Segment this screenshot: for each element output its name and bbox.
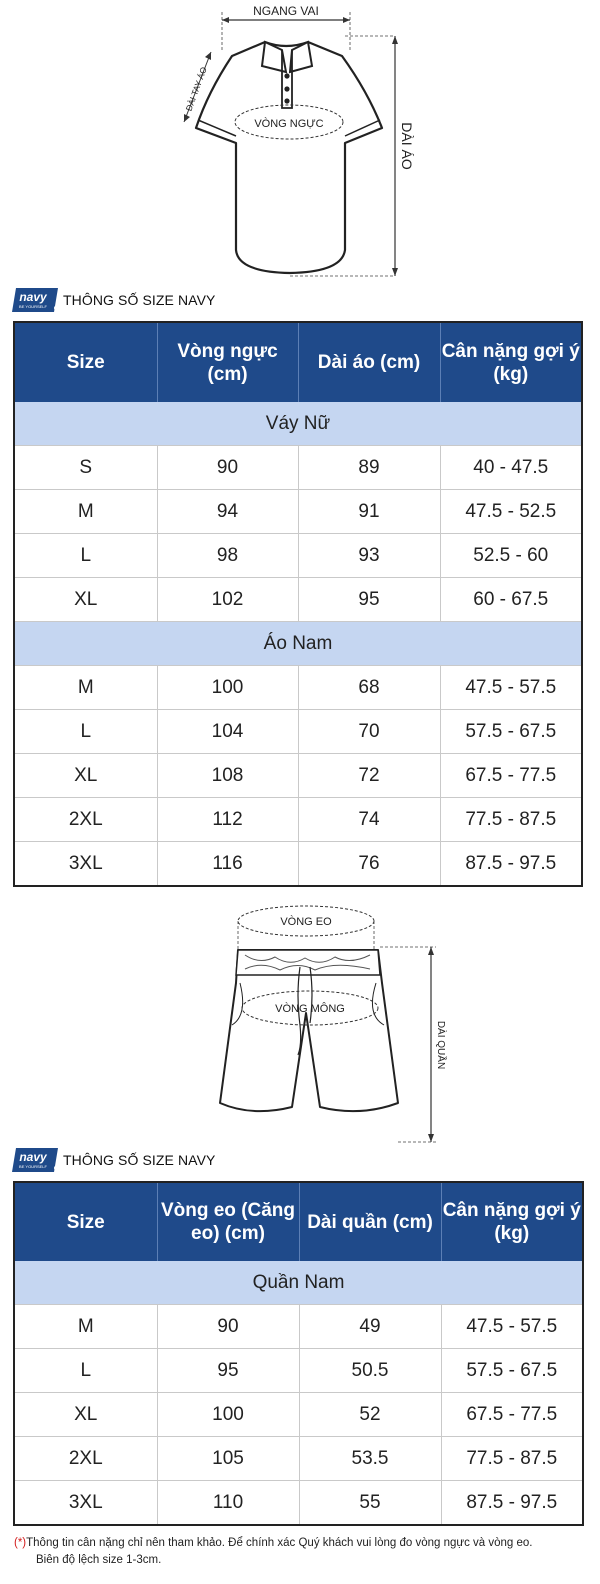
table-row [14, 1393, 583, 1437]
table-row [14, 534, 582, 578]
measure-cell: 104 [157, 710, 298, 754]
section-title: Váy Nữ [14, 402, 582, 446]
size-cell: L [14, 1349, 157, 1393]
section-row [14, 622, 582, 666]
length-cell: 89 [298, 446, 440, 490]
table-row [14, 798, 582, 842]
header-length: Dài áo (cm) [298, 322, 440, 402]
chest-label: VÒNG NGỰC [254, 118, 324, 130]
header-weight: Cân nặng gợi ý (kg) [440, 322, 582, 402]
weight-cell: 47.5 - 52.5 [440, 490, 582, 534]
svg-text:BE YOURSELF: BE YOURSELF [19, 304, 47, 309]
size-cell: L [14, 710, 157, 754]
measure-cell: 108 [157, 754, 298, 798]
footnote-marker: (*) [14, 1537, 27, 1549]
length-cell: 72 [298, 754, 440, 798]
table-row [14, 490, 582, 534]
measure-cell: 105 [157, 1437, 299, 1481]
brand-title: THÔNG SỐ SIZE NAVY [63, 1152, 216, 1168]
header-chest: Vòng ngực (cm) [157, 322, 298, 402]
length-cell: 70 [298, 710, 440, 754]
length-cell: 93 [298, 534, 440, 578]
length-cell: 52 [299, 1393, 441, 1437]
shoulder-width-label: NGANG VAI [253, 4, 319, 18]
brand-header [12, 285, 215, 315]
shorts-length-label: DÀI QUẦN [435, 1020, 446, 1070]
weight-cell: 47.5 - 57.5 [440, 666, 582, 710]
header-waist: Vòng eo (Căng eo) (cm) [157, 1182, 299, 1261]
size-cell: M [14, 1305, 157, 1349]
sleeve-length-label: DÀI TAY ÁO [183, 65, 209, 113]
measure-cell: 110 [157, 1481, 299, 1526]
measure-cell: 90 [157, 446, 298, 490]
svg-text:navy: navy [19, 290, 47, 304]
weight-cell: 87.5 - 97.5 [466, 1491, 558, 1513]
footnote-line-1: Thông tin cân nặng chỉ nên tham khảo. Để chính xác Quý khách vui lòng đo vòng ngực và vòng eo. [26, 1537, 533, 1549]
section-title: Áo Nam [14, 622, 582, 666]
size-cell: XL [14, 1393, 157, 1437]
table-row [14, 446, 582, 490]
footnote-line-2: Biên độ lệch size 1-3cm. [36, 1554, 162, 1566]
section-title: Quần Nam [14, 1261, 583, 1305]
shirt-size-table [13, 321, 583, 887]
header-size: Size [14, 1182, 157, 1261]
waist-label: VÒNG EO [280, 916, 332, 928]
weight-cell: 77.5 - 87.5 [440, 798, 582, 842]
length-cell: 55 [299, 1481, 441, 1526]
weight-cell: 67.5 - 77.5 [440, 754, 582, 798]
measure-cell: 100 [157, 1393, 299, 1437]
brand-title: THÔNG SỐ SIZE NAVY [63, 292, 216, 308]
table-row [14, 1349, 583, 1393]
table-row [14, 710, 582, 754]
size-cell: 3XL [14, 1481, 157, 1526]
weight-cell: 57.5 - 67.5 [441, 1349, 583, 1393]
shirt-diagram [0, 0, 600, 285]
weight-cell: 77.5 - 87.5 [441, 1437, 583, 1481]
weight-cell: 60 - 67.5 [440, 578, 582, 622]
weight-cell: 87.5 - 97.5 [465, 852, 557, 874]
measure-cell: 102 [157, 578, 298, 622]
svg-text:BE YOURSELF: BE YOURSELF [19, 1164, 47, 1169]
size-cell: L [14, 534, 157, 578]
size-cell: 2XL [14, 798, 157, 842]
navy-logo [12, 286, 60, 314]
length-cell: 50.5 [299, 1349, 441, 1393]
size-cell: XL [14, 754, 157, 798]
length-cell: 95 [298, 578, 440, 622]
table-row [14, 1481, 583, 1526]
size-cell: M [14, 666, 157, 710]
shorts-size-table [13, 1181, 584, 1526]
navy-logo [12, 1146, 60, 1174]
table-row [14, 578, 582, 622]
size-cell: S [14, 446, 157, 490]
length-cell: 53.5 [299, 1437, 441, 1481]
size-cell: 3XL [14, 842, 157, 887]
size-cell: M [14, 490, 157, 534]
svg-text:navy: navy [19, 1150, 47, 1164]
measure-cell: 112 [157, 798, 298, 842]
length-cell: 49 [299, 1305, 441, 1349]
section-row [14, 402, 582, 446]
measure-cell: 98 [157, 534, 298, 578]
measure-cell: 100 [157, 666, 298, 710]
table-row [14, 842, 582, 887]
header-size: Size [14, 322, 157, 402]
length-cell: 68 [298, 666, 440, 710]
table-row [14, 666, 582, 710]
table-row [14, 1305, 583, 1349]
weight-cell: 47.5 - 57.5 [441, 1305, 583, 1349]
length-cell: 91 [298, 490, 440, 534]
header-length: Dài quần (cm) [299, 1182, 441, 1261]
section-row [14, 1261, 583, 1305]
weight-cell: 52.5 - 60 [440, 534, 582, 578]
footnote [14, 1535, 584, 1569]
weight-cell: 67.5 - 77.5 [441, 1393, 583, 1437]
hip-label: VÒNG MÔNG [275, 1003, 345, 1015]
measure-cell: 94 [157, 490, 298, 534]
weight-cell: 40 - 47.5 [440, 446, 582, 490]
brand-header [12, 1145, 215, 1175]
size-cell: 2XL [14, 1437, 157, 1481]
measure-cell: 95 [157, 1349, 299, 1393]
length-cell: 76 [298, 842, 440, 887]
table-row [14, 1437, 583, 1481]
shirt-length-label: DÀI ÁO [399, 122, 415, 170]
weight-cell: 57.5 - 67.5 [440, 710, 582, 754]
length-cell: 74 [298, 798, 440, 842]
header-weight: Cân nặng gợi ý (kg) [441, 1182, 583, 1261]
measure-cell: 90 [157, 1305, 299, 1349]
measure-cell: 116 [157, 842, 298, 887]
table-row [14, 754, 582, 798]
size-cell: XL [14, 578, 157, 622]
shorts-diagram [0, 895, 600, 1150]
